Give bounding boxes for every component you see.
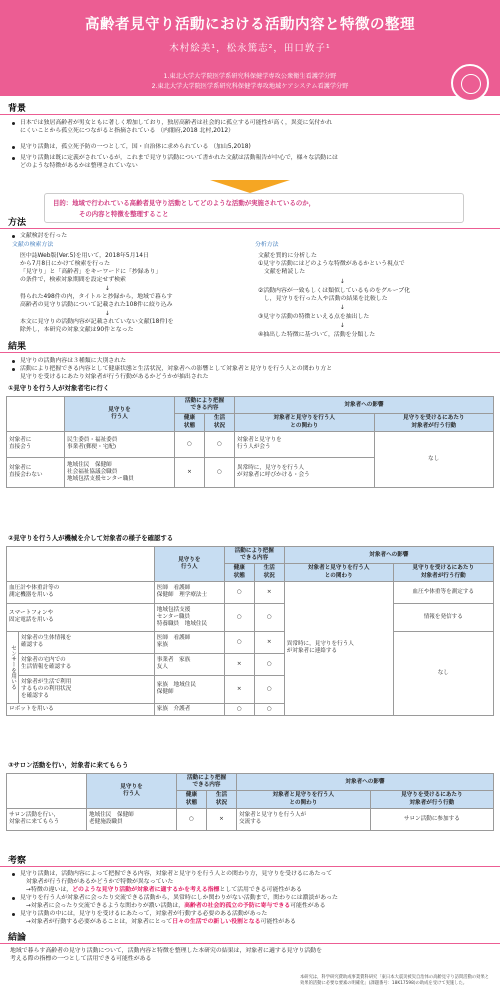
background-bullet-2: 見守り活動は，孤立死予防の一つとして，国・自治体に求められている （加山5,2018) <box>20 144 251 150</box>
table-header: 健康 状態 <box>224 564 254 581</box>
background-heading: 背景 <box>8 104 27 114</box>
table-header: 健康 状態 <box>177 791 207 808</box>
divider <box>0 943 500 944</box>
results-bullet-2: 活動により把握できる内容として健康状態と生活状況，対象者への影響として対象者と見守りを行う人との関わり方と 見守りを受けるにあたり対象者が行う行動があるかどうかが抽出された <box>20 366 333 380</box>
table-header: 対象者への影響 <box>284 547 493 564</box>
discussion-1a: 見守り活動は，活動内容によって把握できる内容，対象者と見守りを行う人との関わり方，見守りを受けるにあたって <box>20 871 333 877</box>
divider <box>0 228 500 229</box>
analysis-step-1: 文献を質的に分析した ①見守り活動にはどのような特徴があるかという視点で 文献を精読した <box>258 253 405 275</box>
search-method-title: 文献の検索方法 <box>12 242 54 248</box>
methods-heading: 方法 <box>8 218 27 228</box>
table-header: 見守りを 行う人 <box>87 774 177 809</box>
results-heading: 結果 <box>8 342 27 352</box>
objective-line-2: その内容と特徴を整理すること <box>79 210 169 218</box>
results-bullet-1: 見守りの活動内容は３種類に大別された <box>20 358 127 364</box>
analysis-step-4: ④抽出した特徴に基づいて，活動を分類した <box>258 332 376 338</box>
table-header: 健康 状態 <box>175 414 205 431</box>
table-header: 活動により把握 できる内容 <box>175 397 235 414</box>
down-arrow-icon: ↓ <box>340 279 345 285</box>
authors: 木村絵美¹，松永篤志²，田口敦子¹ <box>169 43 331 54</box>
search-method-text: 医中誌Web版(Ver.5)を用いて，2018年5月14日 から7月8日にかけて検索を行った 「見守り」と「高齢者」をキーワードに「抄録あり」 の条件で，検索対象期間を設定せず検索 <box>20 253 162 283</box>
search-final-text: 本文に見守りの活動内容が記載されていない文献(18件)を 除外し，本研究の対象文献は90件となった <box>20 319 174 333</box>
table-row: センサーを用いる 対象者の生体情報を 確認する 医師 看護師 家族 ○ × なし <box>7 631 494 653</box>
discussion-1b: 対象者が行う行動があるかどうかで特徴が異なっていた <box>26 879 174 885</box>
table-1 <box>6 396 494 488</box>
divider <box>0 866 500 867</box>
table-header: 対象者と見守りを行う人 との関わり <box>235 414 375 431</box>
table-3-title: ③サロン活動を行い，対象者に来てもらう <box>8 761 129 769</box>
table-2-title: ②見守りを行う人が機械を介して対象者の様子を確認する <box>8 534 174 542</box>
table-header: 生活 状況 <box>254 564 284 581</box>
affiliation-2: 2.東北大学大学院医学系研究科保健学専攻地域ケアシステム看護学分野 <box>151 83 349 90</box>
divider <box>0 114 500 115</box>
poster-header <box>0 0 500 96</box>
discussion-3b: →対象者が行動する必要があることは，対象者にとって日々の生活での新しい役割となる可能性がある <box>26 919 296 925</box>
table-header: 見守りを 行う人 <box>154 547 224 582</box>
discussion-1c: →特徴の違いは，どのような見守り活動が対象者に適するかを考える指標として活用できる可能性がある <box>26 887 302 893</box>
table-header: 活動により把握 できる内容 <box>224 547 284 564</box>
table-row: 対象者が生活で利用 するものの利用状況 を確認する 家族 地域住民 保健師 × ○ <box>7 675 494 703</box>
background-bullet-3: 見守り活動は既に定義がされているが，これまで見守り活動について書かれた文献は活動報告が中心で，様々な活動には どのような特徴があるかは整理されていない <box>20 155 338 169</box>
objective-line-1: 目的：地域で行われている高齢者見守り活動としてどのような活動が実施されているのか， <box>53 199 316 207</box>
table-row: スマートフォンや 固定電話を用いる 地域包括支援 センター職員 特養職員 地域住民 ○ ○ 情報を発信する <box>7 603 494 631</box>
down-arrow-icon: ↓ <box>340 305 345 311</box>
table-3 <box>6 773 494 831</box>
table-header: 生活 状況 <box>207 791 237 808</box>
conclusion-text: 地域で暮らす高齢者の見守り活動について，活動内容と特徴を整理した本研究の結果は，対象者に適する見守り活動を 考える際の指標の一つとして活用できる可能性がある <box>10 948 322 962</box>
table-row: 対象者に 直接会う 民生委員・福祉委員 事業者(郵便・宅配) ○ ○ 対象者と見守りを 行う人が会う なし <box>7 431 494 457</box>
table-header: 活動により把握 できる内容 <box>177 774 237 791</box>
down-arrow-icon <box>210 180 290 193</box>
conclusion-heading: 結論 <box>8 933 27 943</box>
table-row: 対象者の宅内での 生活情報を確認する 事業者 家族 友人 × ○ <box>7 653 494 675</box>
discussion-2b: →対象者に会ったり交流できるような関わりが濃い活動は，高齢者の社会的孤立の予防に寄与できる可能性がある <box>26 903 326 909</box>
analysis-step-2: ②活動内容が一致もしくは類似しているものをグループ化 し，見守りを行った人や活動の結果を比較した <box>258 288 411 302</box>
table-header: 対象者と見守りを行う人 との関わり <box>284 564 393 581</box>
objective-box <box>44 193 464 223</box>
discussion-3a: 見守り活動の中には，見守りを受けるにあたって，対象者が行動する必要のある活動があった <box>20 911 268 917</box>
methods-bullet: 文献検討を行った <box>20 233 68 239</box>
table-header: 見守りを受けるにあたり 対象者が行う行動 <box>393 564 493 581</box>
discussion-heading: 考察 <box>8 856 27 866</box>
divider <box>0 352 500 353</box>
down-arrow-icon: ↓ <box>340 323 345 329</box>
table-row: 血圧計や体重計等の 測定機器を用いる 医師 看護師 保健師 理学療法士 ○ × 異常時に，見守りを行う人 が対象者に連絡する 血圧や体重等を測定する <box>7 581 494 603</box>
background-bullet-1: 日本では独居高齢者が男女ともに著しく増加しており，独居高齢者は社会的に孤立する可能性が高く，異変に気付かれ にくいことから孤立死につながると指摘されている （内閣府,2018 北村,2012） <box>20 120 333 134</box>
table-header: 見守りを受けるにあたり 対象者が行う行動 <box>370 791 493 808</box>
search-narrowing-text: 得られた498件の内，タイトルと抄録から，地域で暮らす 高齢者の見守り活動について記載された108件に絞り込み <box>20 294 173 308</box>
down-arrow-icon: ↓ <box>105 311 110 317</box>
table-1-title: ①見守りを行う人が対象者宅に行く <box>8 384 110 392</box>
table-header: 対象者と見守りを行う人 との関わり <box>237 791 371 808</box>
sensor-label: センサーを用いる <box>7 631 19 703</box>
table-header: 対象者への影響 <box>237 774 494 791</box>
table-header: 見守りを受けるにあたり 対象者が行う行動 <box>374 414 493 431</box>
table-header: 見守りを 行う人 <box>65 397 175 432</box>
funding-note: 本研究は，科学研究費助成事業費科研究「東日本大震災被災自治体の高齢見守り訪問活動の効果と 効果的活動に必要な要素の明確化」(課題番号：18K17598)の助成を受けて実施した。 <box>300 975 490 986</box>
table-2 <box>6 546 494 716</box>
discussion-2a: 見守りを行う人が対象者に会ったり交流できる活動から，異常時にしか関わりがない活動まで，関わりには濃淡があった <box>20 895 338 901</box>
table-header: 生活 状況 <box>205 414 235 431</box>
affiliation-1: 1.東北大学大学院医学系研究科保健学専攻公衆衛生看護学分野 <box>163 73 337 80</box>
poster-title: 高齢者見守り活動における活動内容と特徴の整理 <box>85 17 415 33</box>
table-row: ロボットを用いる 家族 介護者 ○ ○ <box>7 703 494 715</box>
analysis-step-3: ③見守り活動の特徴といえる点を抽出した <box>258 314 370 320</box>
analysis-method-title: 分析方法 <box>255 242 279 248</box>
down-arrow-icon: ↓ <box>105 286 110 292</box>
table-row: サロン活動を行い， 対象者に来てもらう 地域住民 保健師 老健施設職員 ○ × 対象者と見守りを行う人が 交流する サロン活動に参加する <box>7 808 494 830</box>
university-logo <box>451 64 489 102</box>
table-header: 対象者への影響 <box>235 397 494 414</box>
table-row: 対象者に 直接会わない 地域住民 保健師 社会福祉協議会職員 地域包括支援センター職員 × ○ 異常時に，見守りを行う人 が対象者に呼びかける・会う <box>7 457 494 487</box>
